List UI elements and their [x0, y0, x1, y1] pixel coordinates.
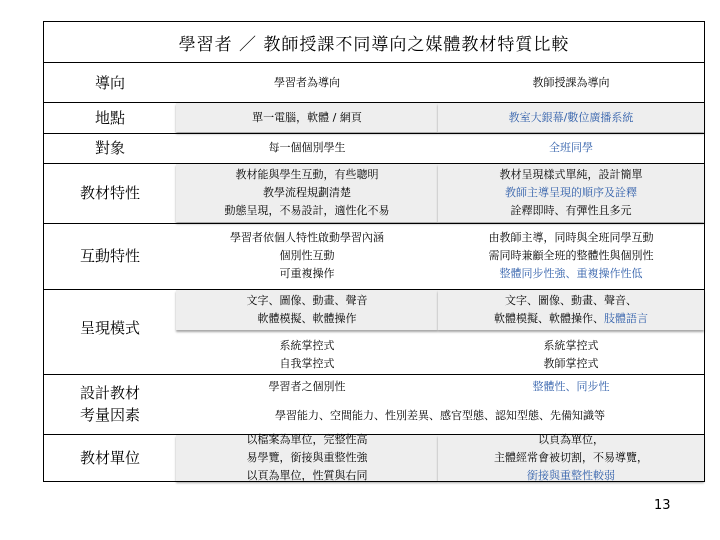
material-learner: [176, 164, 438, 222]
table-row-location: [44, 103, 704, 132]
unit-teacher-line: 銜接與重整性較弱: [527, 469, 615, 482]
interaction-learner-line: 個別性互動: [279, 249, 335, 262]
table-row-design: [44, 375, 704, 433]
presentation-teacher-blue: 肢體語言: [604, 312, 648, 325]
header-learner: 學習者為導向: [274, 75, 340, 89]
material-learner-line: 教材能與學生互動，有些聰明: [235, 168, 379, 181]
presentation-learner-control-line: 自我掌控式: [279, 357, 335, 370]
table-header-row: [44, 63, 704, 102]
presentation-learner-line: 文字、圖像、動畫、聲音: [246, 294, 368, 307]
header-teacher: 教師授課為導向: [532, 75, 610, 89]
material-teacher-line: 詮釋即時、有彈性且多元: [510, 204, 632, 217]
material-teacher: [438, 164, 704, 222]
row-label-design-line: 考量因素: [79, 406, 140, 424]
row-label-design: [44, 375, 176, 433]
page-number: 13: [654, 498, 671, 513]
target-teacher: 全班同學: [549, 141, 593, 154]
row-label-material: 教材特性: [79, 184, 140, 202]
unit-teacher-line: 以頁為單位，: [538, 433, 604, 446]
interaction-teacher-line: 整體同步性強、重複操作性低: [499, 267, 643, 280]
presentation-learner-control: [176, 336, 438, 374]
unit-teacher-line: 主體經常會被切割，不易導覽，: [494, 451, 648, 464]
interaction-teacher-line: 由教師主導，同時與全班同學互動: [488, 231, 654, 244]
unit-learner-line: 以檔案為單位，完整性高: [246, 433, 368, 446]
unit-learner: [176, 435, 438, 481]
presentation-teacher-control-line: 教師掌控式: [543, 357, 599, 370]
presentation-teacher-control: [438, 336, 704, 374]
row-label-target: 對象: [94, 139, 125, 157]
comparison-slide: [43, 21, 705, 482]
presentation-learner-media: [176, 290, 438, 330]
presentation-learner-control-line: 系統掌控式: [279, 339, 335, 352]
unit-learner-line: 以頁為單位，性質與右同: [246, 469, 368, 482]
header-orientation: 導向: [94, 73, 125, 92]
material-learner-line: 教學流程規劃清楚: [263, 186, 351, 199]
row-label-unit: 教材單位: [79, 449, 140, 467]
material-teacher-line: 教材呈現樣式單純，設計簡單: [499, 168, 643, 181]
interaction-learner: [176, 224, 438, 288]
slide-title: 學習者 ／ 教師授課不同導向之媒體教材特質比較: [44, 22, 704, 63]
table-row-target: [44, 134, 704, 162]
row-label-presentation: 呈現模式: [79, 319, 140, 337]
interaction-learner-line: 可重複操作: [279, 267, 335, 280]
presentation-learner-line: 軟體模擬、軟體操作: [257, 312, 357, 325]
design-teacher: 整體性、同步性: [532, 380, 610, 393]
table-row-presentation: [44, 290, 704, 370]
presentation-teacher-line: 文字、圖像、動畫、聲音、: [505, 294, 637, 307]
table-row-unit: [44, 435, 704, 481]
target-learner: 每一個個別學生: [268, 141, 346, 154]
interaction-learner-line: 學習者依個人特性啟動學習內涵: [230, 231, 384, 244]
material-learner-line: 動態呈現，不易設計，適性化不易: [224, 204, 390, 217]
row-label-interaction: 互動特性: [79, 247, 140, 265]
unit-teacher: [438, 435, 704, 481]
interaction-teacher-line: 需同時兼顧全班的整體性與個別性: [488, 249, 654, 262]
presentation-teacher-control-line: 系統掌控式: [543, 339, 599, 352]
location-learner: 單一電腦，軟體 / 網頁: [176, 103, 438, 132]
presentation-teacher-line: [494, 310, 648, 328]
row-label-design-line: 設計教材: [79, 384, 140, 402]
location-teacher: 教室大銀幕/數位廣播系統: [438, 103, 704, 132]
table-row-material: [44, 164, 704, 222]
unit-learner-line: 易學覽，銜接與重整性強: [246, 451, 368, 464]
row-label-location: 地點: [94, 108, 125, 127]
interaction-teacher: [438, 224, 704, 288]
presentation-teacher-media: [438, 290, 704, 330]
table-row-interaction: [44, 224, 704, 288]
design-common: 學習能力、空間能力、性別差異、感官型態、認知型態、先備知識等: [275, 409, 605, 422]
presentation-teacher-plain: 軟體模擬、軟體操作、: [494, 312, 604, 325]
design-learner: 學習者之個別性: [268, 380, 346, 393]
material-teacher-line: 教師主導呈現的順序及詮釋: [505, 186, 637, 199]
